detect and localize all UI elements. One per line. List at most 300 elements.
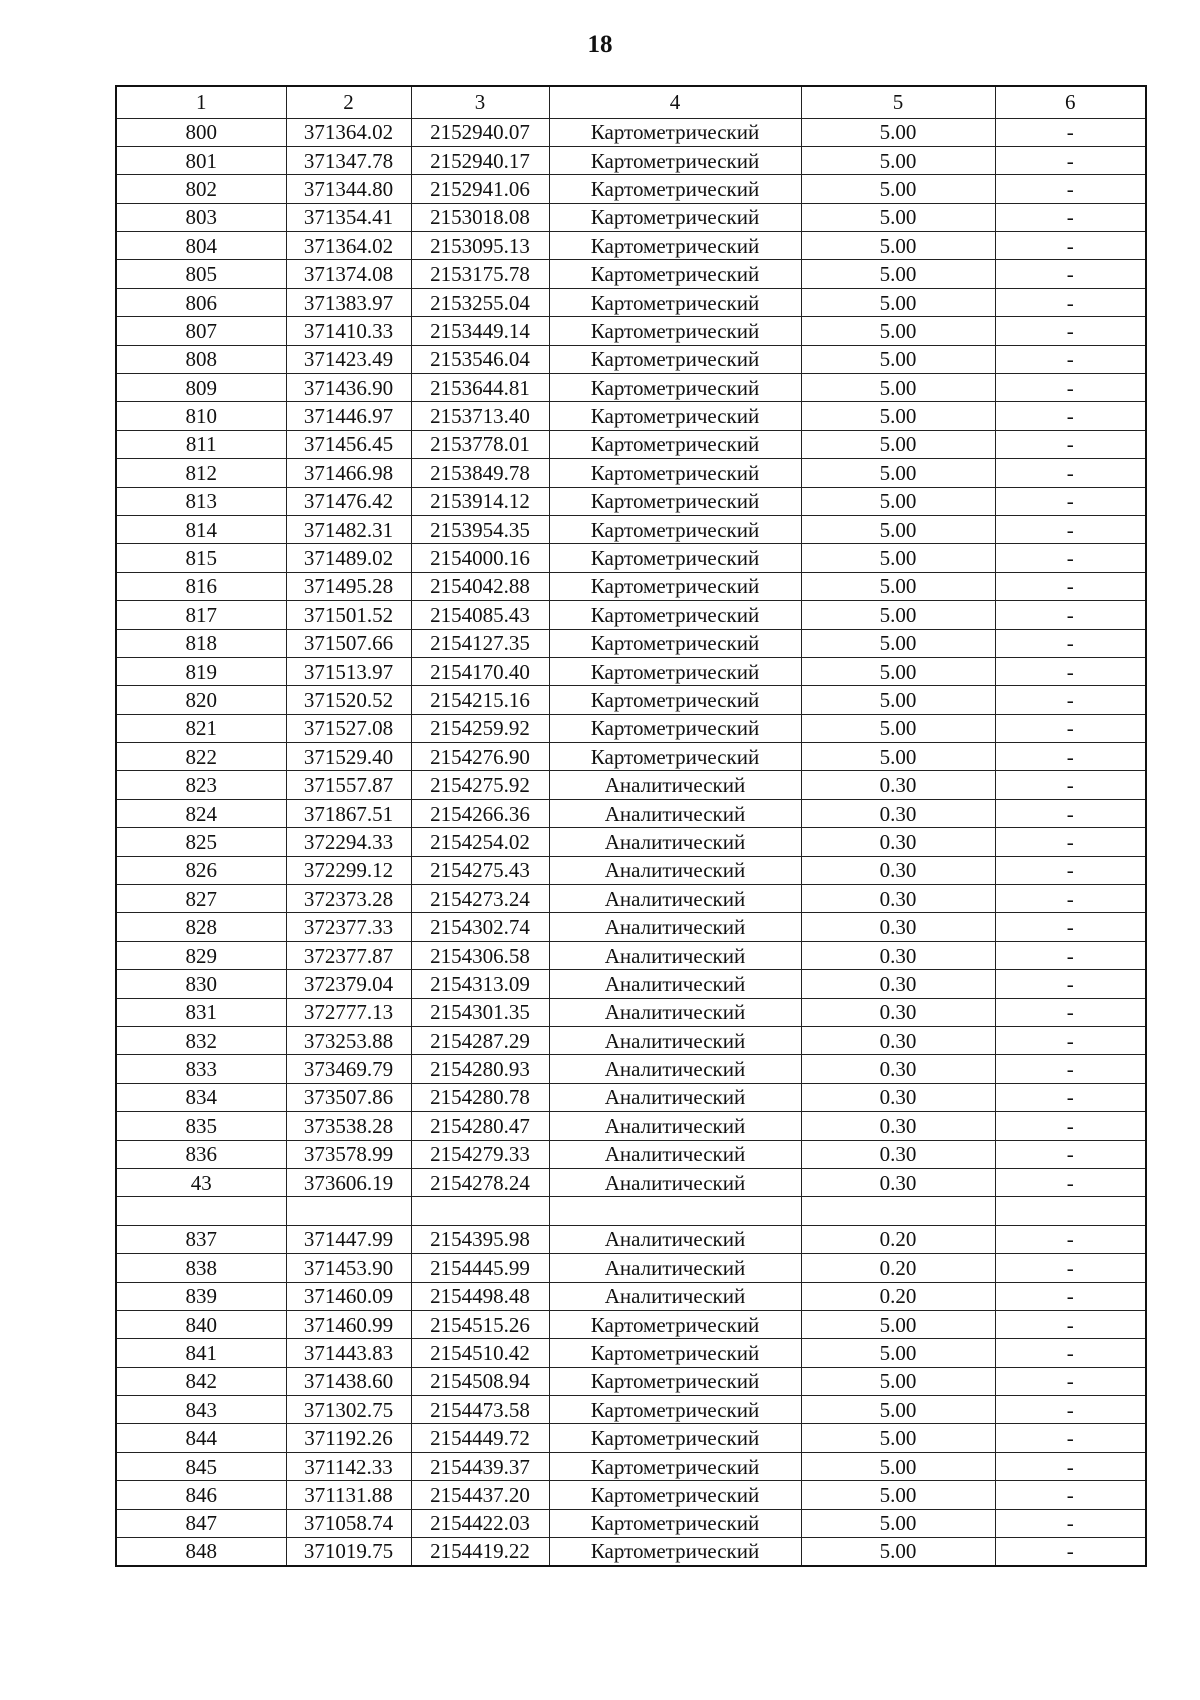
table-row	[116, 459, 1146, 487]
coord-x-cell: 371019.75	[286, 1538, 411, 1566]
coord-y-cell: 2154313.09	[411, 970, 549, 998]
note-cell: -	[995, 260, 1146, 288]
table-row	[116, 629, 1146, 657]
coord-y-cell: 2154273.24	[411, 885, 549, 913]
point-number-cell: 842	[116, 1367, 286, 1395]
accuracy-cell: 0.30	[801, 1055, 995, 1083]
method-cell: Аналитический	[549, 1083, 801, 1111]
coord-y-cell: 2154445.99	[411, 1254, 549, 1282]
accuracy-cell: 5.00	[801, 1509, 995, 1537]
note-cell: -	[995, 572, 1146, 600]
method-cell: Картометрический	[549, 1481, 801, 1509]
table-body	[116, 118, 1146, 1566]
method-cell: Картометрический	[549, 288, 801, 316]
table-row	[116, 1055, 1146, 1083]
point-number-cell: 825	[116, 828, 286, 856]
coord-y-cell: 2153914.12	[411, 487, 549, 515]
point-number-cell: 843	[116, 1396, 286, 1424]
coord-y-cell: 2153644.81	[411, 374, 549, 402]
accuracy-cell: 0.20	[801, 1282, 995, 1310]
coord-y-cell: 2154254.02	[411, 828, 549, 856]
method-cell: Аналитический	[549, 1140, 801, 1168]
table-row	[116, 317, 1146, 345]
accuracy-cell: 5.00	[801, 487, 995, 515]
accuracy-cell: 0.30	[801, 771, 995, 799]
accuracy-cell: 0.30	[801, 941, 995, 969]
method-cell: Аналитический	[549, 856, 801, 884]
method-cell: Картометрический	[549, 629, 801, 657]
note-cell: -	[995, 232, 1146, 260]
coord-x-cell: 371354.41	[286, 203, 411, 231]
header-col-4: 4	[549, 86, 801, 118]
method-cell: Аналитический	[549, 828, 801, 856]
method-cell: Аналитический	[549, 1055, 801, 1083]
accuracy-cell: 5.00	[801, 1452, 995, 1480]
accuracy-cell: 5.00	[801, 515, 995, 543]
accuracy-cell: 0.30	[801, 828, 995, 856]
accuracy-cell: 0.30	[801, 1140, 995, 1168]
point-number-cell: 826	[116, 856, 286, 884]
coord-y-cell: 2153175.78	[411, 260, 549, 288]
coord-y-cell: 2153095.13	[411, 232, 549, 260]
point-number-cell: 847	[116, 1509, 286, 1537]
point-number-cell: 810	[116, 402, 286, 430]
note-cell: -	[995, 1367, 1146, 1395]
coord-y-cell: 2153778.01	[411, 430, 549, 458]
point-number-cell: 811	[116, 430, 286, 458]
note-cell: -	[995, 1083, 1146, 1111]
accuracy-cell: 5.00	[801, 1538, 995, 1566]
point-number-cell: 815	[116, 544, 286, 572]
accuracy-cell: 0.30	[801, 1083, 995, 1111]
header-col-6: 6	[995, 86, 1146, 118]
table-row	[116, 657, 1146, 685]
table-row	[116, 1396, 1146, 1424]
coord-y-cell: 2154306.58	[411, 941, 549, 969]
coord-x-cell: 371423.49	[286, 345, 411, 373]
note-cell: -	[995, 317, 1146, 345]
note-cell: -	[995, 430, 1146, 458]
table-row	[116, 1282, 1146, 1310]
table-row	[116, 771, 1146, 799]
coord-y-cell: 2154508.94	[411, 1367, 549, 1395]
coord-y-cell: 2154449.72	[411, 1424, 549, 1452]
table-row	[116, 1254, 1146, 1282]
note-cell: -	[995, 1424, 1146, 1452]
table-row	[116, 1424, 1146, 1452]
coord-y-cell: 2152940.17	[411, 146, 549, 174]
coord-y-cell: 2154302.74	[411, 913, 549, 941]
coord-y-cell: 2154287.29	[411, 1027, 549, 1055]
table-row	[116, 1367, 1146, 1395]
coord-x-cell: 371302.75	[286, 1396, 411, 1424]
accuracy-cell: 5.00	[801, 146, 995, 174]
coord-x-cell: 371192.26	[286, 1424, 411, 1452]
point-number-cell: 819	[116, 657, 286, 685]
coord-x-cell: 371058.74	[286, 1509, 411, 1537]
table-row	[116, 374, 1146, 402]
point-number-cell: 822	[116, 743, 286, 771]
method-cell: Картометрический	[549, 1509, 801, 1537]
accuracy-cell: 5.00	[801, 1396, 995, 1424]
method-cell: Картометрический	[549, 203, 801, 231]
method-cell: Картометрический	[549, 1339, 801, 1367]
coord-y-cell: 2153713.40	[411, 402, 549, 430]
point-number-cell	[116, 1197, 286, 1225]
point-number-cell: 827	[116, 885, 286, 913]
table-row	[116, 430, 1146, 458]
table-row	[116, 714, 1146, 742]
table-row	[116, 1452, 1146, 1480]
coord-x-cell: 371436.90	[286, 374, 411, 402]
coord-y-cell: 2154215.16	[411, 686, 549, 714]
coord-x-cell: 371364.02	[286, 118, 411, 146]
note-cell: -	[995, 771, 1146, 799]
table-row	[116, 1140, 1146, 1168]
method-cell: Аналитический	[549, 799, 801, 827]
accuracy-cell: 5.00	[801, 657, 995, 685]
coord-y-cell: 2154127.35	[411, 629, 549, 657]
note-cell: -	[995, 118, 1146, 146]
coord-x-cell: 371374.08	[286, 260, 411, 288]
method-cell: Картометрический	[549, 1396, 801, 1424]
method-cell: Картометрический	[549, 260, 801, 288]
method-cell: Картометрический	[549, 572, 801, 600]
note-cell: -	[995, 402, 1146, 430]
coord-x-cell: 371482.31	[286, 515, 411, 543]
point-number-cell: 800	[116, 118, 286, 146]
coord-y-cell: 2154473.58	[411, 1396, 549, 1424]
accuracy-cell: 5.00	[801, 374, 995, 402]
method-cell: Картометрический	[549, 657, 801, 685]
method-cell: Картометрический	[549, 544, 801, 572]
table-row	[116, 1083, 1146, 1111]
note-cell: -	[995, 686, 1146, 714]
method-cell: Картометрический	[549, 686, 801, 714]
note-cell: -	[995, 1452, 1146, 1480]
method-cell: Аналитический	[549, 1282, 801, 1310]
note-cell: -	[995, 459, 1146, 487]
note-cell: -	[995, 146, 1146, 174]
coord-x-cell: 371489.02	[286, 544, 411, 572]
note-cell: -	[995, 1254, 1146, 1282]
table-row	[116, 572, 1146, 600]
point-number-cell: 844	[116, 1424, 286, 1452]
coord-x-cell: 371364.02	[286, 232, 411, 260]
coord-x-cell: 373578.99	[286, 1140, 411, 1168]
note-cell: -	[995, 1168, 1146, 1196]
accuracy-cell: 0.30	[801, 1168, 995, 1196]
coord-y-cell: 2152941.06	[411, 175, 549, 203]
coord-x-cell: 373253.88	[286, 1027, 411, 1055]
note-cell: -	[995, 1310, 1146, 1338]
note-cell: -	[995, 487, 1146, 515]
point-number-cell: 834	[116, 1083, 286, 1111]
coord-x-cell: 372373.28	[286, 885, 411, 913]
method-cell: Картометрический	[549, 1452, 801, 1480]
accuracy-cell: 5.00	[801, 686, 995, 714]
point-number-cell: 835	[116, 1112, 286, 1140]
table-row	[116, 828, 1146, 856]
table-row	[116, 146, 1146, 174]
accuracy-cell: 0.30	[801, 913, 995, 941]
method-cell: Картометрический	[549, 374, 801, 402]
coordinates-table	[115, 85, 1147, 1567]
note-cell: -	[995, 799, 1146, 827]
accuracy-cell: 0.20	[801, 1254, 995, 1282]
coord-x-cell: 372299.12	[286, 856, 411, 884]
table-row	[116, 799, 1146, 827]
table-row	[116, 260, 1146, 288]
coord-x-cell: 372294.33	[286, 828, 411, 856]
note-cell: -	[995, 998, 1146, 1026]
method-cell: Аналитический	[549, 1168, 801, 1196]
table-row	[116, 601, 1146, 629]
coord-y-cell: 2154275.43	[411, 856, 549, 884]
note-cell: -	[995, 941, 1146, 969]
point-number-cell: 841	[116, 1339, 286, 1367]
table-row	[116, 1310, 1146, 1338]
coord-y-cell: 2154170.40	[411, 657, 549, 685]
coord-y-cell: 2154266.36	[411, 799, 549, 827]
table-row	[116, 203, 1146, 231]
point-number-cell: 820	[116, 686, 286, 714]
accuracy-cell: 5.00	[801, 288, 995, 316]
note-cell: -	[995, 1027, 1146, 1055]
accuracy-cell: 0.30	[801, 856, 995, 884]
point-number-cell: 848	[116, 1538, 286, 1566]
page-number: 18	[587, 31, 613, 58]
header-col-5: 5	[801, 86, 995, 118]
coord-x-cell: 371383.97	[286, 288, 411, 316]
method-cell: Картометрический	[549, 743, 801, 771]
point-number-cell: 809	[116, 374, 286, 402]
method-cell: Аналитический	[549, 1254, 801, 1282]
table-row	[116, 232, 1146, 260]
coord-x-cell: 371513.97	[286, 657, 411, 685]
coord-y-cell: 2154042.88	[411, 572, 549, 600]
coord-y-cell: 2154085.43	[411, 601, 549, 629]
point-number-cell: 816	[116, 572, 286, 600]
coord-x-cell: 371131.88	[286, 1481, 411, 1509]
accuracy-cell: 5.00	[801, 1367, 995, 1395]
coord-x-cell: 373469.79	[286, 1055, 411, 1083]
table-row	[116, 544, 1146, 572]
coord-x-cell: 371520.52	[286, 686, 411, 714]
coord-y-cell: 2154276.90	[411, 743, 549, 771]
point-number-cell: 814	[116, 515, 286, 543]
point-number-cell: 828	[116, 913, 286, 941]
method-cell: Картометрический	[549, 118, 801, 146]
note-cell: -	[995, 544, 1146, 572]
method-cell: Картометрический	[549, 317, 801, 345]
coord-y-cell: 2154515.26	[411, 1310, 549, 1338]
note-cell: -	[995, 1282, 1146, 1310]
point-number-cell: 845	[116, 1452, 286, 1480]
point-number-cell: 823	[116, 771, 286, 799]
note-cell: -	[995, 1538, 1146, 1566]
accuracy-cell: 0.30	[801, 885, 995, 913]
coord-x-cell: 371527.08	[286, 714, 411, 742]
accuracy-cell: 5.00	[801, 544, 995, 572]
coord-x-cell: 371456.45	[286, 430, 411, 458]
point-number-cell: 43	[116, 1168, 286, 1196]
coord-x-cell: 371344.80	[286, 175, 411, 203]
coord-y-cell: 2154510.42	[411, 1339, 549, 1367]
table-row	[116, 686, 1146, 714]
table-row	[116, 345, 1146, 373]
table-row	[116, 1481, 1146, 1509]
accuracy-cell: 0.20	[801, 1225, 995, 1253]
method-cell: Картометрический	[549, 515, 801, 543]
method-cell: Картометрический	[549, 345, 801, 373]
coord-x-cell: 371443.83	[286, 1339, 411, 1367]
accuracy-cell: 5.00	[801, 232, 995, 260]
point-number-cell: 808	[116, 345, 286, 373]
table-row	[116, 913, 1146, 941]
coord-x-cell: 372377.33	[286, 913, 411, 941]
table-row	[116, 1509, 1146, 1537]
table-row	[116, 1225, 1146, 1253]
table-row	[116, 1168, 1146, 1196]
accuracy-cell: 0.30	[801, 1112, 995, 1140]
table-row	[116, 515, 1146, 543]
point-number-cell: 840	[116, 1310, 286, 1338]
point-number-cell: 804	[116, 232, 286, 260]
accuracy-cell: 0.30	[801, 799, 995, 827]
method-cell: Картометрический	[549, 232, 801, 260]
point-number-cell: 803	[116, 203, 286, 231]
note-cell: -	[995, 1339, 1146, 1367]
coord-y-cell: 2153255.04	[411, 288, 549, 316]
accuracy-cell: 0.30	[801, 970, 995, 998]
header-col-1: 1	[116, 86, 286, 118]
coord-y-cell: 2153449.14	[411, 317, 549, 345]
point-number-cell: 801	[116, 146, 286, 174]
coord-x-cell: 373507.86	[286, 1083, 411, 1111]
coord-y-cell: 2154280.78	[411, 1083, 549, 1111]
accuracy-cell: 5.00	[801, 714, 995, 742]
coord-x-cell: 371453.90	[286, 1254, 411, 1282]
note-cell: -	[995, 515, 1146, 543]
method-cell: Картометрический	[549, 146, 801, 174]
coord-y-cell: 2154301.35	[411, 998, 549, 1026]
method-cell: Картометрический	[549, 1310, 801, 1338]
method-cell: Аналитический	[549, 885, 801, 913]
table-row	[116, 288, 1146, 316]
accuracy-cell: 5.00	[801, 1339, 995, 1367]
coord-x-cell: 371460.99	[286, 1310, 411, 1338]
coord-x-cell: 371347.78	[286, 146, 411, 174]
point-number-cell: 821	[116, 714, 286, 742]
point-number-cell: 807	[116, 317, 286, 345]
table-row	[116, 1538, 1146, 1566]
coord-y-cell: 2154437.20	[411, 1481, 549, 1509]
note-cell: -	[995, 885, 1146, 913]
point-number-cell: 805	[116, 260, 286, 288]
note-cell: -	[995, 1055, 1146, 1083]
coord-y-cell: 2154259.92	[411, 714, 549, 742]
method-cell: Картометрический	[549, 402, 801, 430]
note-cell: -	[995, 345, 1146, 373]
table-row	[116, 941, 1146, 969]
note-cell: -	[995, 657, 1146, 685]
table-row	[116, 885, 1146, 913]
method-cell: Аналитический	[549, 913, 801, 941]
note-cell: -	[995, 1140, 1146, 1168]
coord-y-cell: 2154280.47	[411, 1112, 549, 1140]
method-cell: Картометрический	[549, 459, 801, 487]
note-cell: -	[995, 175, 1146, 203]
note-cell: -	[995, 970, 1146, 998]
header-col-2: 2	[286, 86, 411, 118]
point-number-cell: 817	[116, 601, 286, 629]
accuracy-cell: 5.00	[801, 629, 995, 657]
method-cell: Аналитический	[549, 771, 801, 799]
method-cell: Картометрический	[549, 175, 801, 203]
method-cell: Картометрический	[549, 714, 801, 742]
point-number-cell: 833	[116, 1055, 286, 1083]
coord-y-cell: 2153849.78	[411, 459, 549, 487]
point-number-cell: 812	[116, 459, 286, 487]
coord-x-cell: 371529.40	[286, 743, 411, 771]
method-cell: Картометрический	[549, 1367, 801, 1395]
coord-x-cell: 371410.33	[286, 317, 411, 345]
accuracy-cell: 5.00	[801, 572, 995, 600]
point-number-cell: 836	[116, 1140, 286, 1168]
coord-y-cell: 2154422.03	[411, 1509, 549, 1537]
coord-x-cell: 372379.04	[286, 970, 411, 998]
note-cell	[995, 1197, 1146, 1225]
point-number-cell: 802	[116, 175, 286, 203]
coord-x-cell	[286, 1197, 411, 1225]
header-col-3: 3	[411, 86, 549, 118]
point-number-cell: 829	[116, 941, 286, 969]
note-cell: -	[995, 1112, 1146, 1140]
note-cell: -	[995, 629, 1146, 657]
table-row	[116, 487, 1146, 515]
note-cell: -	[995, 601, 1146, 629]
accuracy-cell: 5.00	[801, 601, 995, 629]
accuracy-cell	[801, 1197, 995, 1225]
point-number-cell: 838	[116, 1254, 286, 1282]
point-number-cell: 818	[116, 629, 286, 657]
coord-x-cell: 371460.09	[286, 1282, 411, 1310]
coord-y-cell: 2154279.33	[411, 1140, 549, 1168]
accuracy-cell: 5.00	[801, 743, 995, 771]
coord-x-cell: 371466.98	[286, 459, 411, 487]
table-row	[116, 175, 1146, 203]
coord-y-cell: 2152940.07	[411, 118, 549, 146]
table-row	[116, 118, 1146, 146]
method-cell	[549, 1197, 801, 1225]
table-row	[116, 1027, 1146, 1055]
accuracy-cell: 5.00	[801, 430, 995, 458]
coord-y-cell: 2153954.35	[411, 515, 549, 543]
method-cell: Картометрический	[549, 1538, 801, 1566]
point-number-cell: 824	[116, 799, 286, 827]
accuracy-cell: 0.30	[801, 1027, 995, 1055]
accuracy-cell: 5.00	[801, 175, 995, 203]
table-row	[116, 743, 1146, 771]
coord-y-cell	[411, 1197, 549, 1225]
coord-x-cell: 371142.33	[286, 1452, 411, 1480]
note-cell: -	[995, 913, 1146, 941]
coord-x-cell: 371438.60	[286, 1367, 411, 1395]
coord-x-cell: 371507.66	[286, 629, 411, 657]
coord-x-cell: 371501.52	[286, 601, 411, 629]
coord-x-cell: 372777.13	[286, 998, 411, 1026]
